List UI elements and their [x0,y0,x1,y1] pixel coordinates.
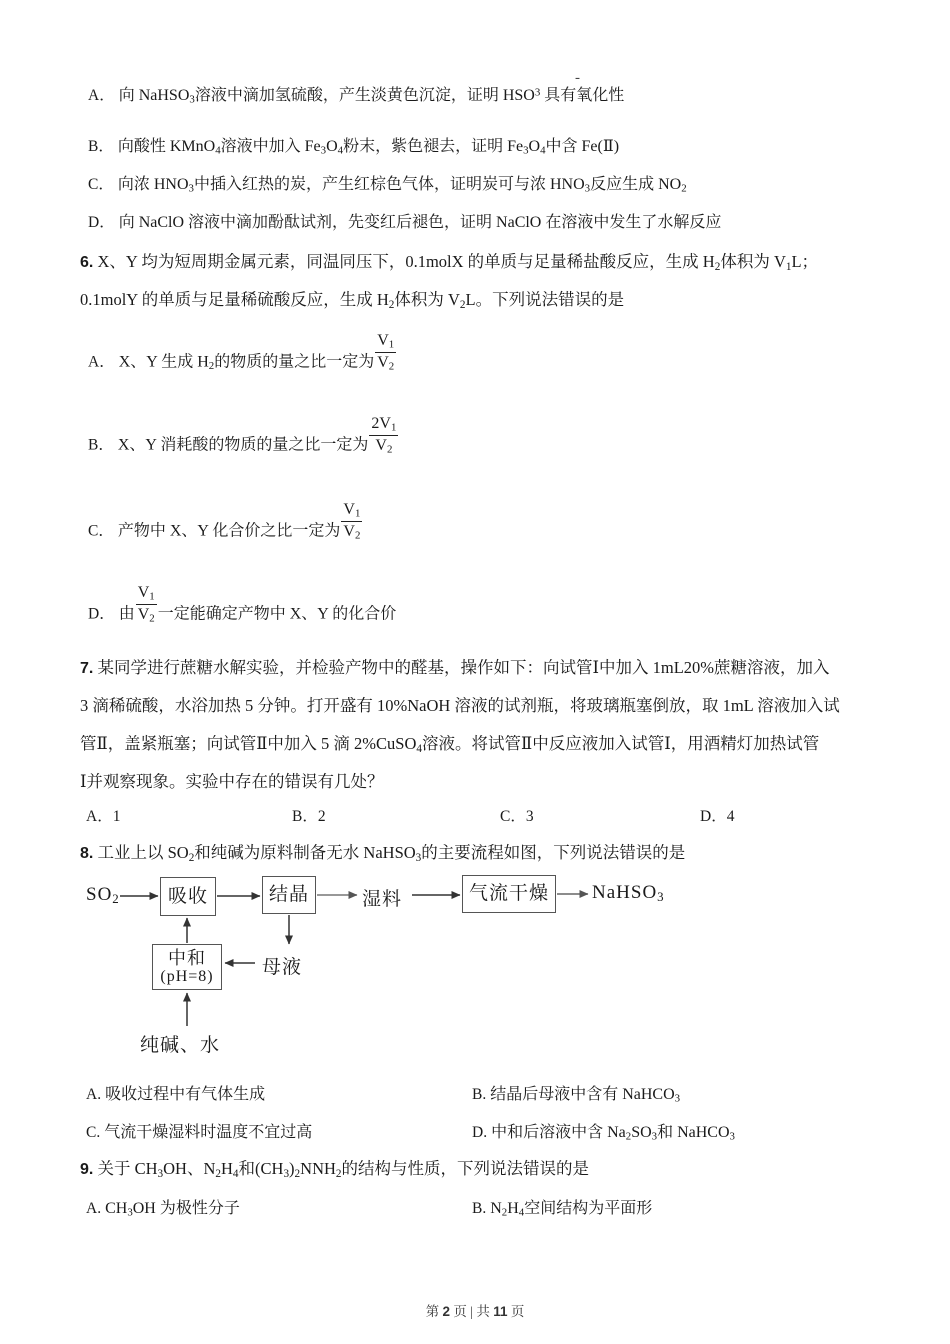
q5-option-b-text-6: 中含 Fe(Ⅱ) [545,138,620,155]
q5-option-b-text-2: 溶液中加入 Fe [220,138,321,155]
q5-option-b-sub-4: 3 [523,144,529,157]
flow-box-neutralize [152,944,222,990]
q8-option-d-text-b: SO [631,1124,652,1141]
q6-option-d-frac-den: V [137,606,150,624]
q5-option-d [88,209,721,232]
q5-option-d-text: 向 NaClO 溶液中滴加酚酞试剂，先变红后褪色，证明 NaClO 在溶液中发生了水解反应 [118,214,722,231]
hso3-charge-minus: - [575,70,580,86]
q6-option-b-label: B． [88,436,114,454]
q6-stem-2a: 0.1molY 的单质与足量稀硫酸反应，生成 H [80,290,389,309]
q8-option-b [472,1081,680,1105]
flow-input-so2 [86,884,120,907]
q7-number: 7. [80,660,94,677]
q6-option-d-frac-den-sub: 2 [149,613,155,626]
q8-stem-sub1: 2 [188,851,195,864]
q6-stem-2-sub2: 2 [459,298,466,311]
q9-stem-sub1: 3 [157,1167,164,1180]
q5-option-a-sup: 3 [534,86,541,99]
q9-stem-sub2: 2 [215,1167,221,1180]
q5-option-b-text-1: 向酸性 KMnO [117,138,216,155]
q5-option-c-label: C． [88,176,114,193]
flow-output-nahso3-sub: 3 [657,889,665,905]
q5-option-b-text-4: 粉末，紫色褪去，证明 Fe [343,138,524,155]
q7-choice-a: A．1 [86,808,121,825]
q6-option-d [88,584,397,635]
q7-line3b: 溶液。将试管Ⅱ中反应液加入试管Ⅰ，用酒精灯加热试管 [422,734,820,753]
q6-option-d-post: 一定能确定产物中 X、Y 的化合价 [157,605,397,623]
flow-box-airflow-dry: 气流干燥 [462,875,556,913]
q7-choice-b: B．2 [292,808,326,825]
q6-option-c-fraction [341,501,362,542]
q9-stem-e: ) [289,1159,295,1178]
footer-mid: 页 | 共 [453,1304,490,1319]
flow-box-absorb: 吸收 [160,877,216,916]
q6-option-a-fraction [375,332,396,373]
flow-box-crystallize: 结晶 [262,876,316,914]
q8-stem-b: 和纯碱为原料制备无水 NaHSO [194,843,416,862]
q5-option-a [88,82,624,106]
q8-stem [80,839,685,864]
q6-option-a-frac-num-sub: 1 [388,338,395,351]
q6-option-c-frac-den: V [343,523,355,541]
q6-option-b [88,415,399,466]
q7-stem-line-1 [80,654,830,678]
q5-option-b-label: B． [88,138,114,155]
q6-number: 6. [80,254,94,271]
q8-option-d-text-a: 中和后溶液中含 Na [491,1124,626,1141]
q8-option-d-sub3: 3 [729,1130,735,1143]
q8-stem-sub2: 3 [415,851,422,864]
flow-label-mother-liquor: 母液 [262,957,303,978]
q7-line1: 某同学进行蔗糖水解实验，并检验产物中的醛基，操作如下：向试管Ⅰ中加入 1mL20%蔗糖溶液，加入 [97,658,830,677]
q9-option-b-text-b: H [507,1200,519,1217]
q5-option-d-label: D． [88,214,115,231]
q6-option-a-presub: 2 [208,360,215,373]
q9-option-b [472,1195,652,1219]
q5-option-b [88,133,619,157]
q6-stem-1-sub: 2 [714,260,721,273]
flow-input-so2-text: SO [86,884,113,905]
q5-option-a-sub-1: 3 [189,93,195,106]
q8-stem-a: 工业上以 SO [97,843,189,862]
q6-option-b-frac-den-sub: 2 [386,444,393,457]
q6-stem-1c: L； [791,252,819,271]
q6-option-c-pre1: 产物中 X、Y 化合价之比一定为 [117,522,341,540]
q9-option-b-text-c: 空间结构为平面形 [524,1200,653,1217]
q6-option-a-pre1: X、Y 生成 H [118,353,209,371]
q9-stem-sub6: 2 [335,1167,342,1180]
q8-stem-c: 的主要流程如图，下列说法错误的是 [421,843,686,862]
q9-stem-g: 的结构与性质，下列说法错误的是 [341,1159,590,1178]
q5-option-c-text-2: 中插入红热的炭，产生红棕色气体，证明炭可与浓 HNO [193,176,585,193]
q9-stem [80,1155,589,1180]
flow-output-nahso3-text: NaHSO [592,882,658,903]
q8-option-c-label: C. [86,1124,101,1141]
q8-option-a-text: 吸收过程中有气体生成 [105,1086,266,1103]
q5-option-b-text-3: O [326,138,338,155]
q5-option-a-text-3: 具有氧化性 [544,87,625,104]
q6-option-a-pre2: 的物质的量之比一定为 [214,353,375,371]
q6-option-b-pre1: X、Y 消耗酸的物质的量之比一定为 [117,436,369,454]
q6-option-c-frac-num: V [343,501,355,519]
q5-option-c-text-3: 反应生成 NO [590,176,682,193]
q5-option-b-text-5: O [528,138,541,155]
q6-option-c-frac-num-sub: 1 [354,507,361,520]
q8-option-d-sub2: 3 [651,1130,658,1143]
q9-option-b-text-a: N [490,1200,502,1217]
q9-stem-a: 关于 CH [97,1159,158,1178]
q6-option-a [88,332,397,383]
q6-stem-2-sub: 2 [388,298,395,311]
q9-stem-sub4: 3 [283,1167,290,1180]
q8-option-d-label: D. [472,1124,488,1141]
q5-option-b-sub-2: 3 [320,144,327,157]
q6-option-d-frac-num-sub: 1 [149,590,155,603]
q8-option-b-text: 结晶后母液中含有 NaHCO [490,1086,675,1103]
q6-stem-1-sub2: 1 [785,260,792,273]
q6-option-a-frac-den-sub: 2 [388,361,395,374]
q9-option-b-label: B. [472,1200,487,1217]
flow-label-wet-material: 湿料 [362,889,403,910]
q6-option-d-fraction [136,584,157,625]
q5-option-b-sub-3: 4 [337,144,344,157]
q9-option-a-sub: 3 [127,1206,133,1219]
q7-choice-d: D．4 [700,808,735,825]
q8-number: 8. [80,845,94,862]
q7-stem-line-4 [80,768,384,792]
q9-option-a-text-b: OH 为极性分子 [132,1200,240,1217]
q5-option-c-sub-3: 2 [681,182,687,195]
q7-line3-sub: 4 [416,742,423,755]
q8-option-a [86,1081,265,1104]
q5-option-a-label: A． [88,87,115,104]
q9-stem-c: H [220,1159,233,1178]
q5-option-c-sub-2: 3 [584,182,591,195]
q6-option-d-pre1: 由 [118,605,135,623]
q8-option-d-sub1: 2 [625,1130,632,1143]
q6-option-b-fraction [369,415,398,456]
q9-option-a-label: A. [86,1200,102,1217]
q6-stem-line-2 [80,286,624,311]
q5-option-c-text-1: 向浓 HNO [117,176,189,193]
q8-option-d-text-c: 和 NaHCO [657,1124,730,1141]
q6-stem-1a: X、Y 均为短周期金属元素，同温同压下，0.1molX 的单质与足量稀盐酸反应，生成 H [97,252,715,271]
q5-option-b-sub-5: 4 [540,144,546,157]
flow-input-so2-sub: 2 [112,891,120,907]
footer-total-pages: 11 [493,1304,508,1319]
flow-label-soda-water: 纯碱、水 [140,1035,221,1056]
q7-line2: 3 滴稀硫酸，水浴加热 5 分钟。打开盛有 10%NaOH 溶液的试剂瓶，将玻璃瓶塞倒放，取 1mL 溶液加入试 [80,696,840,715]
q7-choice-c: C．3 [500,808,534,825]
q6-option-b-frac-den: V [375,437,387,455]
q6-stem-2b: 体积为 V [394,290,460,309]
q9-option-b-sub2: 4 [518,1206,525,1219]
q9-stem-d: 和(CH [238,1159,284,1178]
footer-prefix: 第 [425,1304,440,1319]
q6-stem-line-1 [80,248,818,273]
q7-line4: Ⅰ并观察现象。实验中存在的错误有几处？ [80,772,384,791]
q9-stem-sub3: 4 [232,1167,239,1180]
q8-option-d [472,1119,735,1143]
flow-box-neutralize-line2: (pH=8) [160,968,214,986]
q6-stem-2c: L。下列说法错误的是 [465,290,625,309]
q8-option-a-label: A. [86,1086,102,1103]
q9-option-a [86,1195,240,1219]
q8-option-c [86,1119,312,1142]
q6-option-c-frac-den-sub: 2 [354,530,361,543]
q9-option-a-text-a: CH [105,1200,128,1217]
q6-option-b-frac-num-sub: 1 [390,421,397,434]
q5-option-a-text-2: 溶液中滴加氢硫酸，产生淡黄色沉淀，证明 HSO [194,87,535,104]
q9-stem-b: OH、N [163,1159,216,1178]
q5-option-c-sub-1: 3 [188,182,194,195]
flow-output-nahso3 [592,882,665,905]
q5-option-a-text-1: 向 NaHSO [118,87,190,104]
q6-option-d-label: D． [88,605,115,623]
q5-option-b-sub-1: 4 [215,144,221,157]
q6-option-c [88,501,363,552]
q8-option-c-text: 气流干燥湿料时温度不宜过高 [104,1124,313,1141]
q9-option-b-sub1: 2 [501,1206,508,1219]
q7-stem-line-3 [80,730,819,755]
flow-box-neutralize-line1: 中和 [168,947,206,968]
footer-current-page: 2 [442,1304,451,1319]
q8-option-b-sub: 3 [674,1092,681,1105]
q9-stem-sub5: 2 [294,1167,301,1180]
q6-option-b-frac-num: 2V [371,415,391,433]
footer-suffix: 页 [510,1304,525,1319]
q9-stem-f: NNH [300,1159,336,1178]
q7-line3a: 管Ⅱ，盖紧瓶塞；向试管Ⅱ中加入 5 滴 2%CuSO [80,734,417,753]
q9-number: 9. [80,1161,94,1178]
q6-option-d-frac-num: V [137,584,150,602]
q6-option-a-frac-num: V [377,332,389,350]
q7-stem-line-2 [80,692,840,716]
q6-option-c-label: C． [88,522,114,540]
q8-option-b-label: B. [472,1086,487,1103]
q5-option-c [88,171,687,195]
q6-stem-1b: 体积为 V [720,252,786,271]
page-footer [0,1300,950,1320]
q6-option-a-frac-den: V [377,354,389,372]
q6-option-a-label: A． [88,353,115,371]
